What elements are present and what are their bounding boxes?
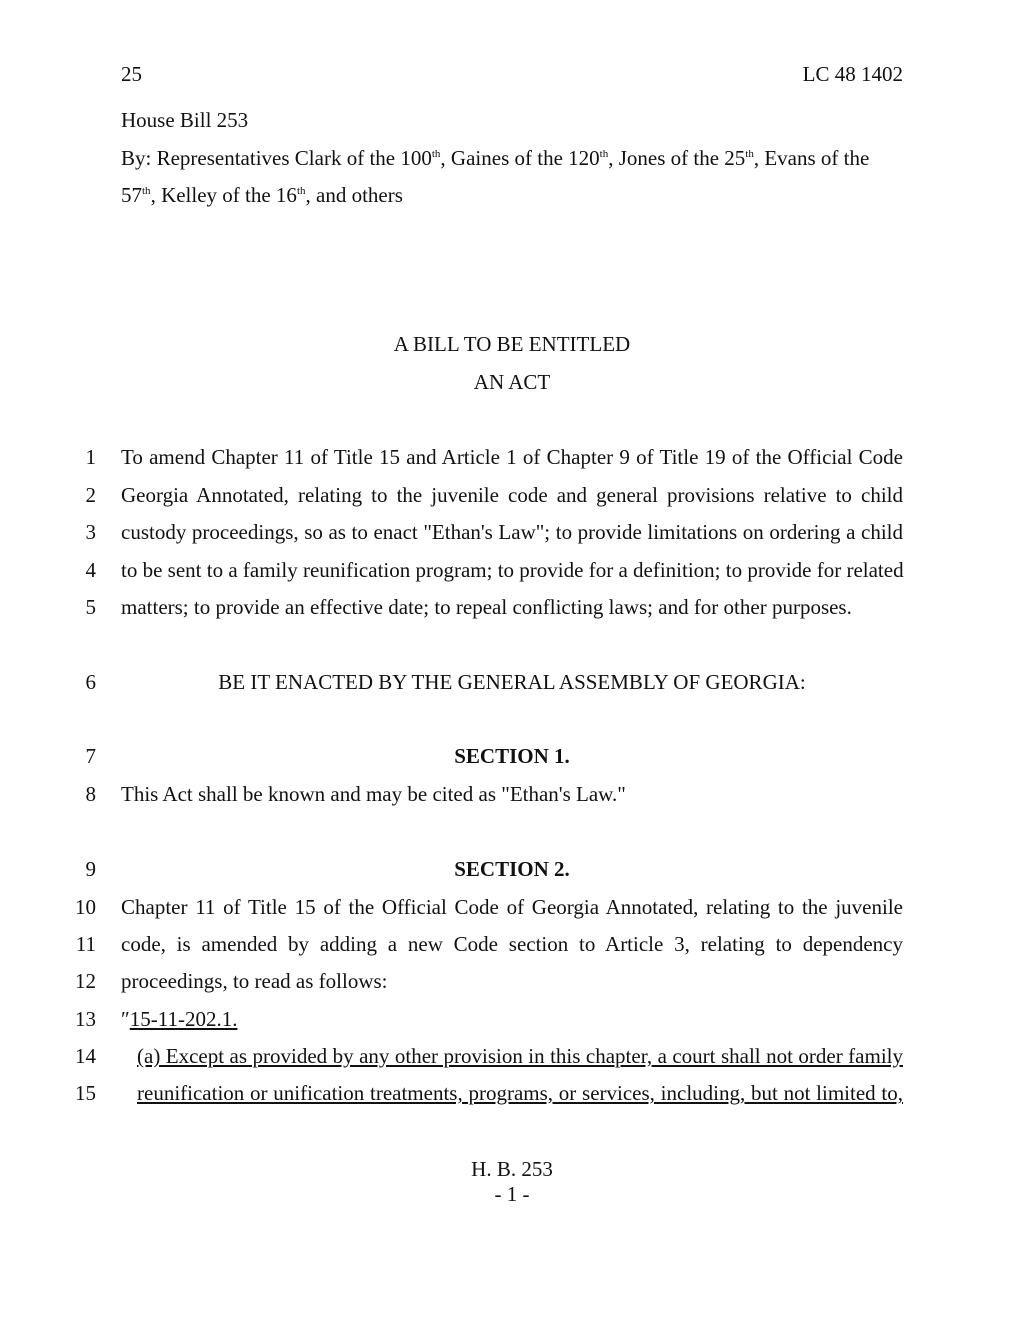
footer-bill-ref: H. B. 253	[471, 1157, 553, 1181]
heading-bill-entitled: A BILL TO BE ENTITLED	[393, 332, 631, 356]
caption-line: custody proceedings, so as to enact "Ethan's Law"; to provide limitations on ordering a child	[121, 520, 903, 544]
ordinal-suffix: th	[745, 148, 754, 160]
line-number: 14	[75, 1044, 96, 1068]
line-number: 1	[85, 445, 96, 469]
page-number: - 1 -	[494, 1182, 530, 1206]
section-1-heading: SECTION 1.	[454, 744, 570, 768]
line-number: 5	[85, 595, 96, 619]
session-number: 25	[121, 62, 142, 86]
line-number: 15	[75, 1081, 96, 1105]
section-2-text: Chapter 11 of Title 15 of the Official Code of Georgia Annotated, relating to the juvenile	[121, 895, 903, 919]
line-number: 4	[85, 558, 96, 582]
section-2-text: code, is amended by adding a new Code section to Article 3, relating to dependency	[121, 932, 903, 956]
inserted-text: (a) Except as provided by any other provision in this chapter, a court shall not order family	[137, 1044, 903, 1068]
line-number: 9	[85, 857, 96, 881]
caption-line: to be sent to a family reunification program; to provide for a definition; to provide for related	[121, 558, 904, 582]
heading-an-act: AN ACT	[473, 370, 551, 394]
sponsors-text: , Gaines of the 120	[440, 146, 600, 170]
section-2-text: proceedings, to read as follows:	[121, 969, 388, 993]
caption-line: matters; to provide an effective date; to repeal conflicting laws; and for other purposes.	[121, 595, 852, 619]
ordinal-suffix: th	[296, 185, 306, 197]
sponsors-line-2	[121, 185, 403, 206]
lc-number: LC 48 1402	[802, 62, 903, 86]
section-2-heading: SECTION 2.	[454, 857, 570, 881]
line-number: 6	[85, 670, 96, 694]
sponsors-text: , Kelley of the 16	[150, 183, 297, 207]
bill-title: House Bill 253	[121, 108, 249, 132]
code-section-number	[121, 1009, 237, 1030]
sponsors-line-1	[121, 148, 869, 169]
line-number: 7	[85, 744, 96, 768]
line-number: 3	[85, 520, 96, 544]
opening-quote: ″	[121, 1007, 130, 1031]
ordinal-suffix: th	[142, 185, 151, 197]
sponsors-text: By: Representatives Clark of the 100	[121, 146, 432, 170]
section-1-text: This Act shall be known and may be cited as "Ethan's Law."	[121, 782, 626, 806]
caption-line: Georgia Annotated, relating to the juvenile code and general provisions relative to child	[121, 483, 903, 507]
line-number: 13	[75, 1007, 96, 1031]
sponsors-text: , and others	[305, 183, 403, 207]
line-number: 2	[85, 483, 96, 507]
line-number: 8	[85, 782, 96, 806]
line-number: 10	[75, 895, 96, 919]
ordinal-suffix: th	[431, 148, 441, 160]
sponsors-text: 57	[121, 183, 142, 207]
sponsors-text: , Jones of the 25	[608, 146, 746, 170]
inserted-text: reunification or unification treatments, programs, or services, including, but not limited to,	[137, 1081, 903, 1105]
caption-line: To amend Chapter 11 of Title 15 and Article 1 of Chapter 9 of Title 19 of the Official Code	[121, 445, 903, 469]
sponsors-text: , Evans of the	[753, 146, 870, 170]
line-number: 12	[75, 969, 96, 993]
line-number: 11	[75, 932, 96, 956]
code-section-label: 15-11-202.1.	[129, 1007, 238, 1031]
enacting-clause: BE IT ENACTED BY THE GENERAL ASSEMBLY OF GEORGIA:	[218, 670, 806, 694]
ordinal-suffix: th	[599, 148, 609, 160]
